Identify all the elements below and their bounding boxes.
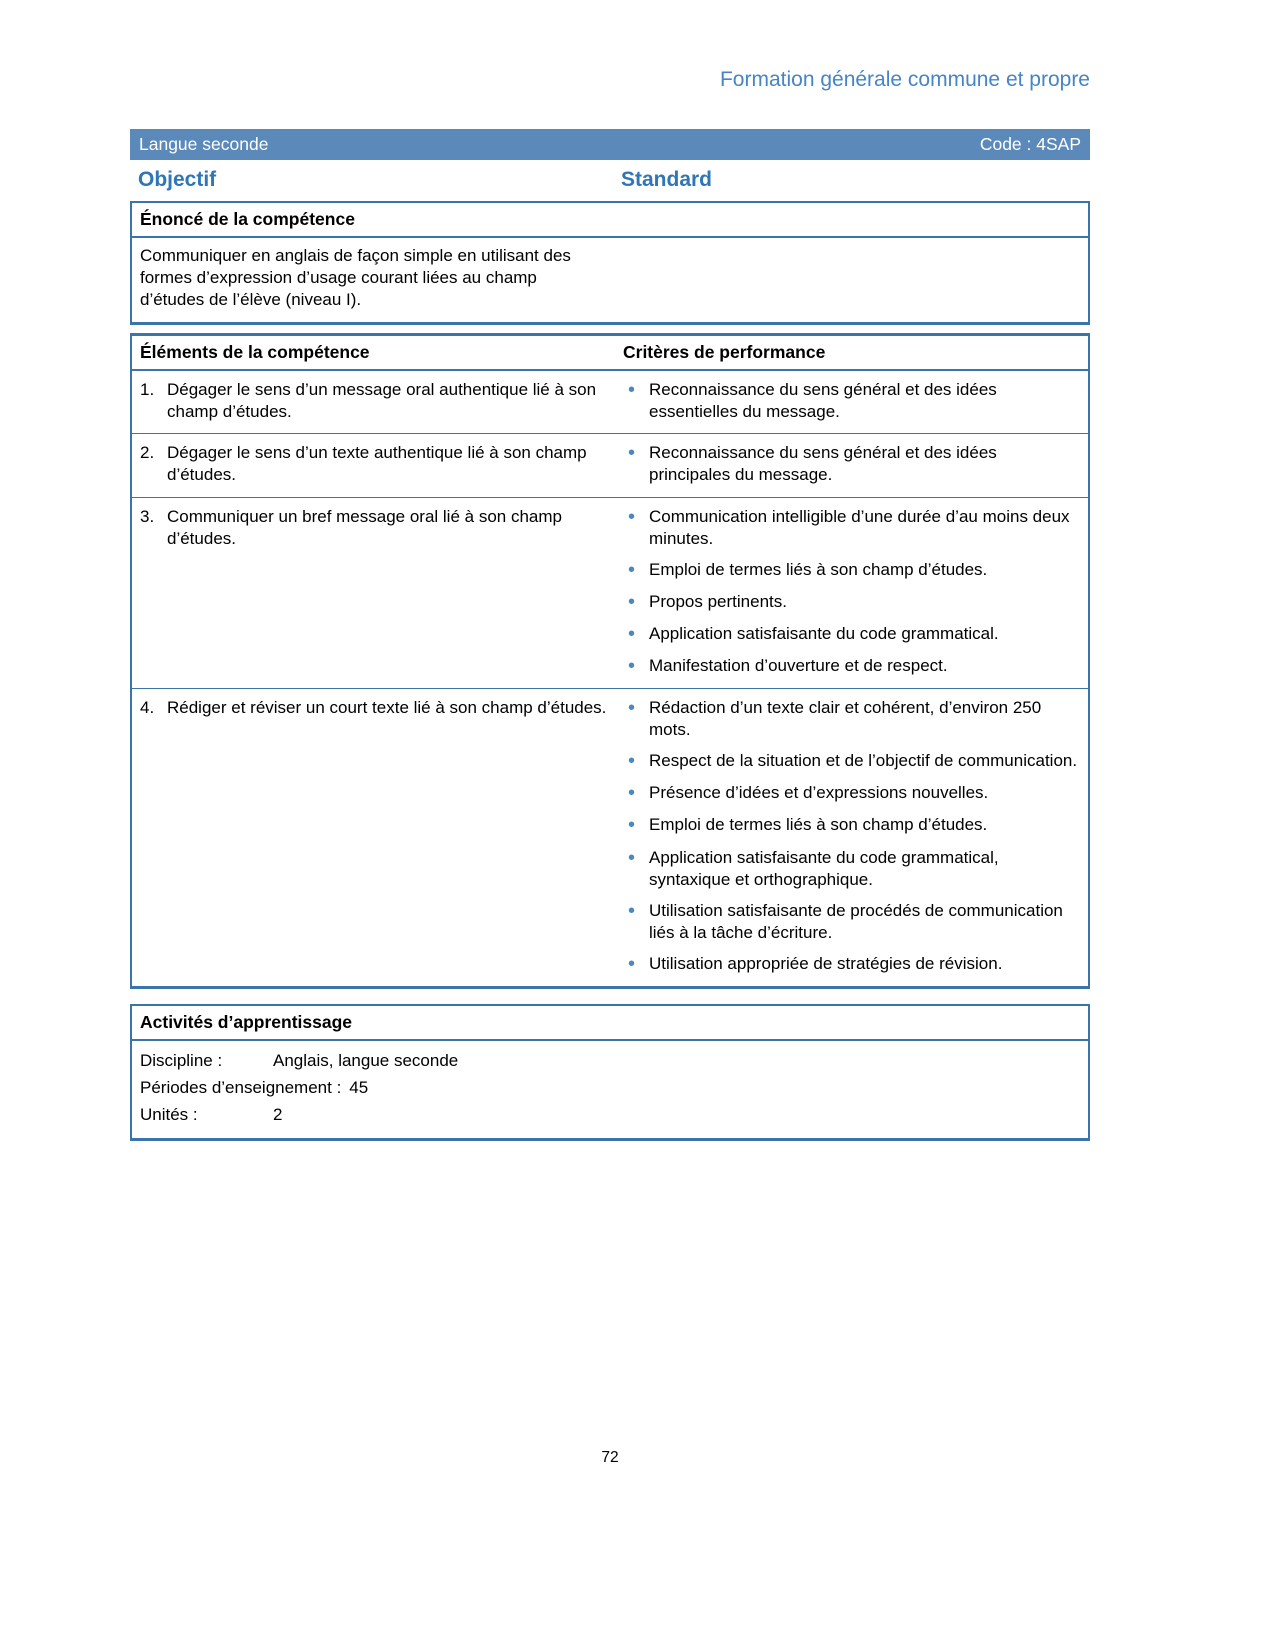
bullet-icon xyxy=(623,379,649,402)
enonce-text: Communiquer en anglais de façon simple en utilisant des formes d’expression d’usage courant liées au champ d’études de l’élève (niveau I). xyxy=(140,246,571,310)
bullet-icon xyxy=(623,900,649,923)
bullet-icon xyxy=(623,506,649,529)
element-number: 4. xyxy=(140,698,155,718)
criteria-item xyxy=(623,655,1082,678)
criteria-item xyxy=(623,506,1082,550)
criteria-item xyxy=(623,591,1082,614)
criteria-item xyxy=(623,559,1082,582)
criteria-text: Reconnaissance du sens général et des idées principales du message. xyxy=(649,443,997,485)
criteria-text: Application satisfaisante du code grammatical. xyxy=(649,623,999,643)
criteria-item xyxy=(623,847,1082,891)
element-number: 1. xyxy=(140,380,155,400)
element-number: 3. xyxy=(140,506,155,526)
activites-body xyxy=(132,1041,1088,1138)
table-row xyxy=(132,688,1088,986)
element-cell xyxy=(132,689,619,986)
table-row xyxy=(132,433,1088,496)
bullet-icon xyxy=(623,591,649,614)
element-cell xyxy=(132,371,619,433)
criteria-text: Utilisation satisfaisante de procédés de communication liés à la tâche d’écriture. xyxy=(649,900,1063,942)
section-band xyxy=(130,129,1090,160)
bullet-icon xyxy=(623,782,649,805)
element-text: Rédiger et réviser un court texte lié à son champ d’études. xyxy=(167,698,607,718)
bullet-icon xyxy=(623,655,649,678)
activity-label: Discipline : xyxy=(140,1050,223,1070)
band-code-label: Code : 4SAP xyxy=(979,134,1081,155)
bullet-icon xyxy=(623,559,649,582)
band-subject-label: Langue seconde xyxy=(139,134,269,155)
activity-value: 2 xyxy=(273,1104,283,1124)
criteria-item xyxy=(623,379,1082,423)
standard-title: Standard xyxy=(621,168,713,192)
enonce-box xyxy=(130,201,1090,325)
criteria-text: Rédaction d’un texte clair et cohérent, d’environ 250 mots. xyxy=(649,698,1042,740)
criteria-text: Communication intelligible d’une durée d’au moins deux minutes. xyxy=(649,506,1070,548)
table-header-row xyxy=(132,336,1088,371)
criteres-header: Critères de performance xyxy=(623,342,826,363)
bullet-icon xyxy=(623,814,649,837)
criteria-text: Application satisfaisante du code grammatical, syntaxique et orthographique. xyxy=(649,847,999,889)
activites-box xyxy=(130,1004,1090,1141)
criteria-item xyxy=(623,697,1082,741)
page-footer xyxy=(130,1448,1090,1468)
column-titles-row xyxy=(130,166,1090,193)
criteria-item xyxy=(623,814,1082,837)
criteria-item xyxy=(623,953,1082,976)
criteria-cell xyxy=(619,434,1088,496)
criteria-item xyxy=(623,623,1082,646)
activites-header: Activités d’apprentissage xyxy=(132,1006,1088,1041)
element-text: Dégager le sens d’un texte authentique lié à son champ d’études. xyxy=(167,443,587,485)
criteria-text: Emploi de termes liés à son champ d’études. xyxy=(649,559,988,579)
bullet-icon xyxy=(623,442,649,465)
criteria-item xyxy=(623,750,1082,773)
element-text: Communiquer un bref message oral lié à son champ d’études. xyxy=(167,506,562,548)
bullet-icon xyxy=(623,750,649,773)
activity-value: 45 xyxy=(349,1077,369,1097)
bullet-icon xyxy=(623,623,649,646)
criteria-item xyxy=(623,442,1082,486)
activity-value: Anglais, langue seconde xyxy=(273,1050,459,1070)
doc-header xyxy=(130,66,1090,93)
table-row xyxy=(132,371,1088,433)
activity-label: Unités : xyxy=(140,1104,198,1124)
bullet-icon xyxy=(623,697,649,720)
table-body xyxy=(132,371,1088,986)
element-number: 2. xyxy=(140,443,155,463)
criteria-text: Reconnaissance du sens général et des idées essentielles du message. xyxy=(649,380,997,422)
activity-row xyxy=(140,1077,1080,1099)
bullet-icon xyxy=(623,953,649,976)
activity-row xyxy=(140,1104,1080,1126)
objectif-title: Objectif xyxy=(138,168,217,192)
element-cell xyxy=(132,434,619,496)
activity-label: Périodes d’enseignement : xyxy=(140,1077,342,1097)
page-number: 72 xyxy=(601,1449,619,1466)
activity-row xyxy=(140,1050,1080,1072)
criteria-text: Manifestation d’ouverture et de respect. xyxy=(649,655,948,675)
criteria-item xyxy=(623,900,1082,944)
competence-table xyxy=(130,333,1090,989)
doc-header-title: Formation générale commune et propre xyxy=(719,68,1090,91)
criteria-text: Emploi de termes liés à son champ d’études. xyxy=(649,815,988,835)
table-row xyxy=(132,497,1088,689)
document-page xyxy=(130,0,1090,1466)
element-text: Dégager le sens d’un message oral authentique lié à son champ d’études. xyxy=(167,380,597,422)
criteria-text: Propos pertinents. xyxy=(649,591,787,611)
criteria-text: Présence d’idées et d’expressions nouvelles. xyxy=(649,783,989,803)
criteria-cell xyxy=(619,689,1088,986)
element-cell xyxy=(132,498,619,689)
elements-header: Éléments de la compétence xyxy=(140,342,370,363)
criteria-item xyxy=(623,782,1082,805)
criteria-text: Utilisation appropriée de stratégies de révision. xyxy=(649,953,1003,973)
bullet-icon xyxy=(623,847,649,870)
criteria-cell xyxy=(619,498,1088,689)
criteria-cell xyxy=(619,371,1088,433)
enonce-header: Énoncé de la compétence xyxy=(132,203,1088,238)
criteria-text: Respect de la situation et de l’objectif de communication. xyxy=(649,751,1078,771)
